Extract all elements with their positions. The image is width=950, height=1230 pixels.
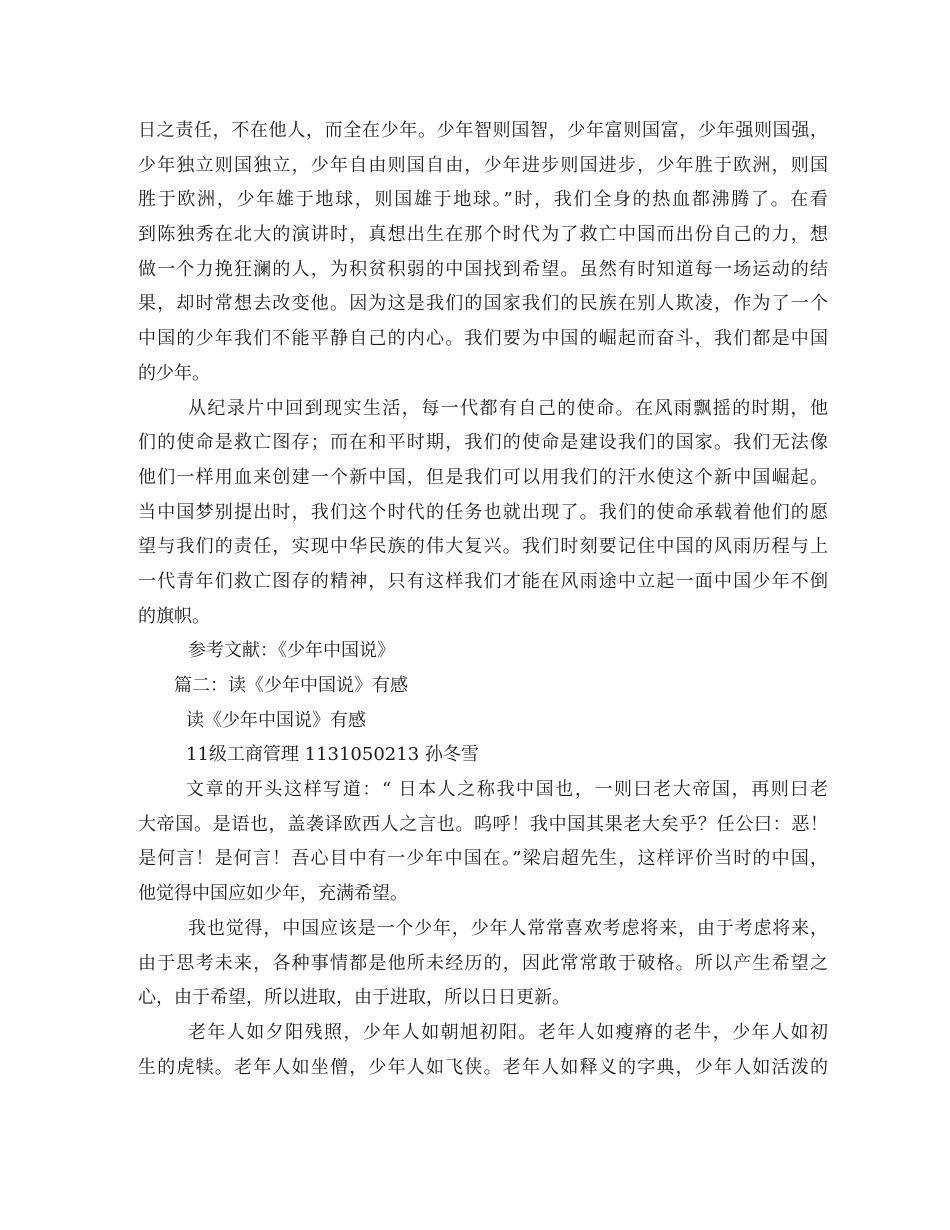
text-line: 果，却时常想去改变他。因为这是我们的国家我们的民族在别人欺凌，作为了一个	[138, 293, 828, 315]
text-line: 是何言！是何言！吾心目中有一少年中国在。”梁启超先生，这样评价当时的中国，	[138, 848, 828, 870]
text-line: 一代青年们救亡图存的精神，只有这样我们才能在风雨途中立起一面中国少年不倒	[138, 570, 828, 592]
text-line: 生的虎犊。老年人如坐僧，少年人如飞侠。老年人如释义的字典，少年人如活泼的	[138, 1056, 828, 1078]
text-line: 日之责任，不在他人，而全在少年。少年智则国智，少年富则国富，少年强则国强，	[138, 120, 828, 141]
text-line: 少年独立则国独立，少年自由则国自由，少年进步则国进步，少年胜于欧洲，则国	[138, 154, 828, 176]
references-line: 参考文献：《少年中国说》	[188, 640, 395, 662]
text-line: 胜于欧洲，少年雄于地球，则国雄于地球。”时，我们全身的热血都沸腾了。在看	[138, 189, 828, 211]
text-line: 由于思考未来，各种事情都是他所未经历的，因此常常敢于破格。所以产生希望之	[138, 952, 828, 974]
text-line: 中国的少年我们不能平静自己的内心。我们要为中国的崛起而奋斗，我们都是中国	[138, 328, 828, 350]
text-line: 们的使命是救亡图存；而在和平时期，我们的使命是建设我们的国家。我们无法像	[138, 432, 828, 454]
text-line: 文章的开头这样写道：“ 日本人之称我中国也，一则曰老大帝国，再则曰老	[186, 779, 828, 801]
text-line: 从纪录片中回到现实生活，每一代都有自己的使命。在风雨飘摇的时期，他	[188, 397, 828, 419]
article-title: 读《少年中国说》有感	[186, 709, 366, 731]
document-body	[138, 114, 828, 1085]
text-line: 当中国梦别提出时，我们这个时代的任务也就出现了。我们的使命承载着他们的愿	[138, 501, 828, 523]
text-line: 到陈独秀在北大的演讲时，真想出生在那个时代为了救亡中国而出份自己的力，想	[138, 224, 828, 246]
text-line: 他们一样用血来创建一个新中国，但是我们可以用我们的汗水使这个新中国崛起。	[138, 466, 828, 488]
text-line: 望与我们的责任，实现中华民族的伟大复兴。我们时刻要记住中国的风雨历程与上	[138, 536, 828, 558]
text-line: 我也觉得，中国应该是一个少年，少年人常常喜欢考虑将来，由于考虑将来，	[188, 917, 828, 939]
section-heading: 篇二：读《少年中国说》有感	[174, 675, 408, 696]
text-line: 心，由于希望，所以进取，由于进取，所以日日更新。	[138, 987, 570, 1009]
author-line: 11级工商管理 1131050213 孙冬雪	[186, 744, 479, 766]
text-line: 大帝国。是语也，盖袭译欧西人之言也。呜呼！我中国其果老大矣乎？任公曰：恶！	[138, 813, 828, 835]
text-line: 的少年。	[138, 362, 210, 384]
text-line: 他觉得中国应如少年，充满希望。	[138, 883, 408, 905]
text-line: 做一个力挽狂澜的人，为积贫积弱的中国找到希望。虽然有时知道每一场运动的结	[138, 258, 828, 280]
text-line: 老年人如夕阳残照，少年人如朝旭初阳。老年人如瘦瘠的老牛，少年人如初	[188, 1021, 828, 1043]
text-line: 的旗帜。	[138, 605, 210, 627]
